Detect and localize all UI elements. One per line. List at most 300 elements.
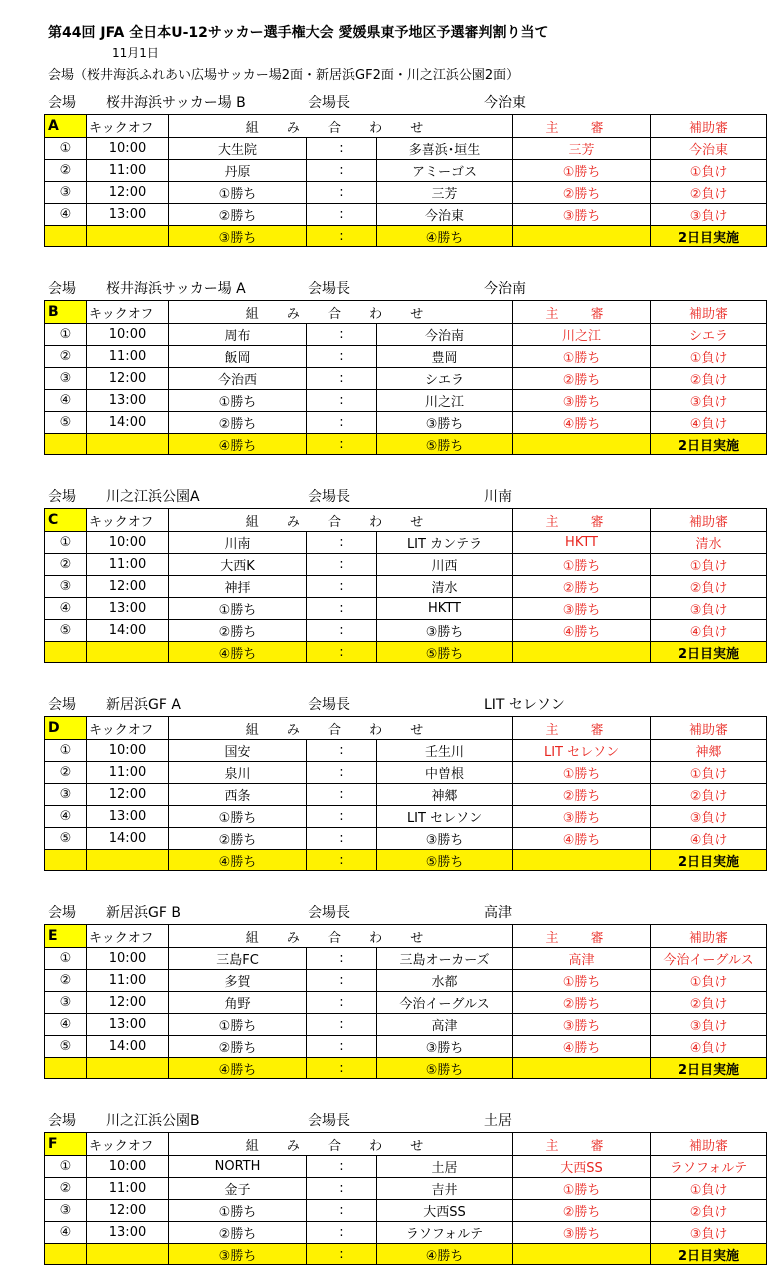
referee: ①勝ち	[513, 1178, 651, 1200]
away-team: ③勝ち	[377, 828, 513, 850]
final-note: 2日目実施	[651, 434, 767, 455]
manager-name: 土居	[484, 1113, 512, 1129]
manager-name: 高津	[484, 905, 512, 921]
final-note: 2日目実施	[651, 642, 767, 663]
match-number: ①	[45, 948, 87, 970]
block-header	[44, 1110, 766, 1132]
final-separator: :	[307, 642, 377, 663]
block-id: E	[45, 925, 87, 948]
away-team: 壬生川	[377, 740, 513, 762]
home-team: 西条	[169, 784, 307, 806]
away-team: 神郷	[377, 784, 513, 806]
final-row	[45, 1244, 767, 1265]
referee: HKTT	[513, 532, 651, 554]
assistant-header: 補助審	[651, 509, 767, 532]
away-team: 吉井	[377, 1178, 513, 1200]
table-row	[45, 992, 767, 1014]
match-number: ⑤	[45, 828, 87, 850]
match-number: ②	[45, 346, 87, 368]
final-empty-no	[45, 850, 87, 871]
venue-label: 会場	[48, 1113, 76, 1129]
kickoff-time: 13:00	[87, 806, 169, 828]
assistant-referee: ④負け	[651, 828, 767, 850]
kickoff-time: 12:00	[87, 784, 169, 806]
kickoff-time: 12:00	[87, 576, 169, 598]
home-team: ①勝ち	[169, 390, 307, 412]
kickoff-time: 11:00	[87, 160, 169, 182]
referee: ②勝ち	[513, 992, 651, 1014]
home-team: 周布	[169, 324, 307, 346]
referee: ②勝ち	[513, 576, 651, 598]
final-away: ⑤勝ち	[377, 642, 513, 663]
separator: :	[307, 620, 377, 642]
kickoff-time: 13:00	[87, 1222, 169, 1244]
referee-header: 主 審	[513, 925, 651, 948]
kickoff-time: 10:00	[87, 324, 169, 346]
referee-header: 主 審	[513, 509, 651, 532]
kickoff-time: 10:00	[87, 1156, 169, 1178]
referee: ③勝ち	[513, 390, 651, 412]
home-team: 泉川	[169, 762, 307, 784]
assistant-referee: 今治東	[651, 138, 767, 160]
match-number: ②	[45, 970, 87, 992]
block-a	[44, 92, 766, 247]
home-team: 大生院	[169, 138, 307, 160]
table-row	[45, 762, 767, 784]
separator: :	[307, 784, 377, 806]
assistant-header: 補助審	[651, 301, 767, 324]
final-row	[45, 642, 767, 663]
separator: :	[307, 828, 377, 850]
separator: :	[307, 554, 377, 576]
final-home: ③勝ち	[169, 226, 307, 247]
table-row	[45, 412, 767, 434]
separator: :	[307, 138, 377, 160]
separator: :	[307, 368, 377, 390]
home-team: ②勝ち	[169, 1036, 307, 1058]
home-team: ②勝ち	[169, 620, 307, 642]
table-row	[45, 784, 767, 806]
table-row	[45, 1014, 767, 1036]
table-row	[45, 160, 767, 182]
assistant-referee: ②負け	[651, 368, 767, 390]
table-row	[45, 324, 767, 346]
block-e	[44, 902, 766, 1079]
separator: :	[307, 576, 377, 598]
kickoff-time: 13:00	[87, 1014, 169, 1036]
referee: 川之江	[513, 324, 651, 346]
assistant-referee: ①負け	[651, 970, 767, 992]
referee: ①勝ち	[513, 970, 651, 992]
venue-name: 新居浜GF B	[106, 905, 181, 921]
venue-name: 桜井海浜サッカー場 B	[106, 95, 246, 111]
table-row	[45, 970, 767, 992]
final-home: ④勝ち	[169, 850, 307, 871]
block-id: D	[45, 717, 87, 740]
away-team: 中曽根	[377, 762, 513, 784]
assistant-referee: ③負け	[651, 806, 767, 828]
final-home: ③勝ち	[169, 1244, 307, 1265]
kickoff-time: 10:00	[87, 740, 169, 762]
away-team: 三島オーカーズ	[377, 948, 513, 970]
block-header	[44, 694, 766, 716]
referee-header: 主 審	[513, 301, 651, 324]
final-empty-time	[87, 434, 169, 455]
home-team: 川南	[169, 532, 307, 554]
final-empty-time	[87, 226, 169, 247]
table-row	[45, 620, 767, 642]
table-row	[45, 554, 767, 576]
table-row	[45, 598, 767, 620]
final-empty-ref	[513, 642, 651, 663]
kickoff-time: 11:00	[87, 554, 169, 576]
matchups-header: 組 み 合 わ せ	[169, 925, 513, 948]
kickoff-time: 10:00	[87, 532, 169, 554]
home-team: ①勝ち	[169, 806, 307, 828]
separator: :	[307, 1222, 377, 1244]
separator: :	[307, 1156, 377, 1178]
away-team: ③勝ち	[377, 620, 513, 642]
table-row	[45, 740, 767, 762]
final-empty-time	[87, 1244, 169, 1265]
table-row	[45, 1178, 767, 1200]
assistant-referee: 今治イーグルス	[651, 948, 767, 970]
venue-name: 桜井海浜サッカー場 A	[106, 281, 246, 297]
match-number: ②	[45, 762, 87, 784]
manager-label: 会場長	[308, 1113, 350, 1129]
match-number: ⑤	[45, 1036, 87, 1058]
home-team: ①勝ち	[169, 1014, 307, 1036]
final-note: 2日目実施	[651, 1058, 767, 1079]
table-row	[45, 828, 767, 850]
match-number: ①	[45, 138, 87, 160]
final-note: 2日目実施	[651, 850, 767, 871]
home-team: 三島FC	[169, 948, 307, 970]
table-header-row	[45, 925, 767, 948]
assistant-referee: ③負け	[651, 598, 767, 620]
assistant-referee: ④負け	[651, 620, 767, 642]
block-header	[44, 92, 766, 114]
block-id: C	[45, 509, 87, 532]
separator: :	[307, 970, 377, 992]
kickoff-header: キックオフ	[87, 1133, 169, 1156]
table-row	[45, 1200, 767, 1222]
home-team: ①勝ち	[169, 182, 307, 204]
manager-name: LIT セレソン	[484, 697, 565, 713]
final-separator: :	[307, 1244, 377, 1265]
table-row	[45, 346, 767, 368]
final-separator: :	[307, 850, 377, 871]
schedule-table	[44, 114, 767, 247]
final-away: ⑤勝ち	[377, 434, 513, 455]
final-empty-ref	[513, 434, 651, 455]
assistant-referee: 神郷	[651, 740, 767, 762]
match-number: ③	[45, 784, 87, 806]
home-team: ②勝ち	[169, 1222, 307, 1244]
final-empty-ref	[513, 1058, 651, 1079]
schedule-table	[44, 716, 767, 871]
kickoff-time: 11:00	[87, 1178, 169, 1200]
final-note: 2日目実施	[651, 1244, 767, 1265]
away-team: 川西	[377, 554, 513, 576]
kickoff-time: 12:00	[87, 992, 169, 1014]
assistant-referee: ①負け	[651, 762, 767, 784]
referee: ①勝ち	[513, 554, 651, 576]
kickoff-time: 11:00	[87, 346, 169, 368]
kickoff-time: 13:00	[87, 598, 169, 620]
kickoff-time: 14:00	[87, 1036, 169, 1058]
away-team: HKTT	[377, 598, 513, 620]
separator: :	[307, 740, 377, 762]
final-home: ④勝ち	[169, 1058, 307, 1079]
assistant-referee: ④負け	[651, 412, 767, 434]
venue-label: 会場	[48, 95, 76, 111]
match-number: ②	[45, 554, 87, 576]
assistant-referee: ③負け	[651, 1014, 767, 1036]
table-row	[45, 806, 767, 828]
away-team: ③勝ち	[377, 1036, 513, 1058]
manager-name: 川南	[484, 489, 512, 505]
away-team: 水都	[377, 970, 513, 992]
assistant-referee: ②負け	[651, 182, 767, 204]
home-team: ②勝ち	[169, 412, 307, 434]
kickoff-time: 10:00	[87, 138, 169, 160]
separator: :	[307, 806, 377, 828]
table-row	[45, 138, 767, 160]
home-team: ②勝ち	[169, 204, 307, 226]
match-number: ③	[45, 182, 87, 204]
kickoff-time: 12:00	[87, 368, 169, 390]
separator: :	[307, 532, 377, 554]
matchups-header: 組 み 合 わ せ	[169, 115, 513, 138]
table-row	[45, 1222, 767, 1244]
assistant-referee: ③負け	[651, 204, 767, 226]
assistant-referee: 清水	[651, 532, 767, 554]
home-team: ①勝ち	[169, 598, 307, 620]
final-away: ⑤勝ち	[377, 1058, 513, 1079]
separator: :	[307, 160, 377, 182]
final-empty-no	[45, 1058, 87, 1079]
kickoff-header: キックオフ	[87, 509, 169, 532]
schedule-table	[44, 508, 767, 663]
assistant-referee: ①負け	[651, 1178, 767, 1200]
final-separator: :	[307, 434, 377, 455]
assistant-referee: シエラ	[651, 324, 767, 346]
kickoff-time: 11:00	[87, 762, 169, 784]
kickoff-header: キックオフ	[87, 115, 169, 138]
referee: ③勝ち	[513, 204, 651, 226]
final-separator: :	[307, 226, 377, 247]
table-row	[45, 368, 767, 390]
match-number: ③	[45, 368, 87, 390]
venue-name: 新居浜GF A	[106, 697, 181, 713]
away-team: アミーゴス	[377, 160, 513, 182]
kickoff-time: 12:00	[87, 182, 169, 204]
kickoff-time: 14:00	[87, 620, 169, 642]
away-team: LIT セレソン	[377, 806, 513, 828]
separator: :	[307, 598, 377, 620]
assistant-header: 補助審	[651, 717, 767, 740]
home-team: 大西K	[169, 554, 307, 576]
block-header	[44, 902, 766, 924]
separator: :	[307, 948, 377, 970]
final-row	[45, 434, 767, 455]
manager-label: 会場長	[308, 95, 350, 111]
match-number: ⑤	[45, 412, 87, 434]
referee: ③勝ち	[513, 598, 651, 620]
match-number: ③	[45, 1200, 87, 1222]
separator: :	[307, 762, 377, 784]
home-team: 角野	[169, 992, 307, 1014]
referee: ④勝ち	[513, 620, 651, 642]
away-team: 今治東	[377, 204, 513, 226]
match-number: ④	[45, 204, 87, 226]
final-row	[45, 850, 767, 871]
assistant-referee: ②負け	[651, 576, 767, 598]
matchups-header: 組 み 合 わ せ	[169, 1133, 513, 1156]
kickoff-time: 13:00	[87, 390, 169, 412]
document-title: 第44回 JFA 全日本U-12サッカー選手権大会 愛媛県東予地区予選審判割り当て	[48, 25, 549, 41]
schedule-table	[44, 300, 767, 455]
match-number: ④	[45, 1014, 87, 1036]
manager-name: 今治南	[484, 281, 526, 297]
home-team: 国安	[169, 740, 307, 762]
assistant-referee: ②負け	[651, 784, 767, 806]
referee: ①勝ち	[513, 346, 651, 368]
table-header-row	[45, 115, 767, 138]
kickoff-time: 14:00	[87, 412, 169, 434]
final-empty-no	[45, 642, 87, 663]
final-away: ④勝ち	[377, 226, 513, 247]
assistant-referee: ④負け	[651, 1036, 767, 1058]
home-team: 飯岡	[169, 346, 307, 368]
separator: :	[307, 992, 377, 1014]
away-team: 豊岡	[377, 346, 513, 368]
table-row	[45, 576, 767, 598]
venue-label: 会場	[48, 697, 76, 713]
matchups-header: 組 み 合 わ せ	[169, 301, 513, 324]
kickoff-time: 13:00	[87, 204, 169, 226]
assistant-referee: ③負け	[651, 1222, 767, 1244]
assistant-referee: ①負け	[651, 346, 767, 368]
match-number: ⑤	[45, 620, 87, 642]
final-separator: :	[307, 1058, 377, 1079]
away-team: 清水	[377, 576, 513, 598]
kickoff-time: 14:00	[87, 828, 169, 850]
match-number: ①	[45, 532, 87, 554]
schedule-table	[44, 924, 767, 1079]
referee-header: 主 審	[513, 717, 651, 740]
block-f	[44, 1110, 766, 1265]
match-number: ④	[45, 598, 87, 620]
venue-name: 川之江浜公園B	[106, 1113, 200, 1129]
match-number: ②	[45, 160, 87, 182]
block-b	[44, 278, 766, 455]
kickoff-time: 11:00	[87, 970, 169, 992]
final-note: 2日目実施	[651, 226, 767, 247]
away-team: シエラ	[377, 368, 513, 390]
referee: ④勝ち	[513, 828, 651, 850]
referee: 高津	[513, 948, 651, 970]
match-date: 11月1日	[112, 46, 159, 60]
match-number: ④	[45, 1222, 87, 1244]
final-home: ④勝ち	[169, 642, 307, 663]
venue-label: 会場	[48, 281, 76, 297]
away-team: 今治南	[377, 324, 513, 346]
away-team: 多喜浜･垣生	[377, 138, 513, 160]
table-row	[45, 1036, 767, 1058]
away-team: LIT カンテラ	[377, 532, 513, 554]
assistant-header: 補助審	[651, 115, 767, 138]
referee: ④勝ち	[513, 1036, 651, 1058]
separator: :	[307, 346, 377, 368]
away-team: ラソフォルテ	[377, 1222, 513, 1244]
match-number: ①	[45, 324, 87, 346]
away-team: 今治イーグルス	[377, 992, 513, 1014]
referee: ③勝ち	[513, 1014, 651, 1036]
final-empty-ref	[513, 850, 651, 871]
assistant-referee: ラソフォルテ	[651, 1156, 767, 1178]
table-header-row	[45, 301, 767, 324]
venues-line: 会場（桜井海浜ふれあい広場サッカー場2面・新居浜GF2面・川之江浜公園2面）	[48, 68, 520, 83]
final-empty-time	[87, 642, 169, 663]
home-team: NORTH	[169, 1156, 307, 1178]
table-header-row	[45, 717, 767, 740]
separator: :	[307, 182, 377, 204]
final-empty-time	[87, 1058, 169, 1079]
match-number: ①	[45, 1156, 87, 1178]
final-empty-ref	[513, 226, 651, 247]
match-number: ④	[45, 390, 87, 412]
manager-label: 会場長	[308, 281, 350, 297]
final-empty-no	[45, 434, 87, 455]
table-header-row	[45, 509, 767, 532]
block-id: F	[45, 1133, 87, 1156]
matchups-header: 組 み 合 わ せ	[169, 509, 513, 532]
home-team: 多賀	[169, 970, 307, 992]
table-row	[45, 1156, 767, 1178]
referee: ④勝ち	[513, 412, 651, 434]
referee: ②勝ち	[513, 784, 651, 806]
referee: ③勝ち	[513, 806, 651, 828]
away-team: 土居	[377, 1156, 513, 1178]
assistant-referee: ①負け	[651, 554, 767, 576]
final-away: ④勝ち	[377, 1244, 513, 1265]
separator: :	[307, 390, 377, 412]
away-team: 高津	[377, 1014, 513, 1036]
home-team: ①勝ち	[169, 1200, 307, 1222]
assistant-header: 補助審	[651, 925, 767, 948]
block-id: B	[45, 301, 87, 324]
referee: ①勝ち	[513, 762, 651, 784]
venue-name: 川之江浜公園A	[106, 489, 200, 505]
home-team: 丹原	[169, 160, 307, 182]
final-row	[45, 226, 767, 247]
manager-label: 会場長	[308, 697, 350, 713]
schedule-table	[44, 1132, 767, 1265]
venue-label: 会場	[48, 905, 76, 921]
referee: ②勝ち	[513, 1200, 651, 1222]
separator: :	[307, 1178, 377, 1200]
assistant-referee: ③負け	[651, 390, 767, 412]
final-empty-ref	[513, 1244, 651, 1265]
table-header-row	[45, 1133, 767, 1156]
table-row	[45, 948, 767, 970]
final-empty-time	[87, 850, 169, 871]
match-number: ③	[45, 992, 87, 1014]
separator: :	[307, 1014, 377, 1036]
final-away: ⑤勝ち	[377, 850, 513, 871]
